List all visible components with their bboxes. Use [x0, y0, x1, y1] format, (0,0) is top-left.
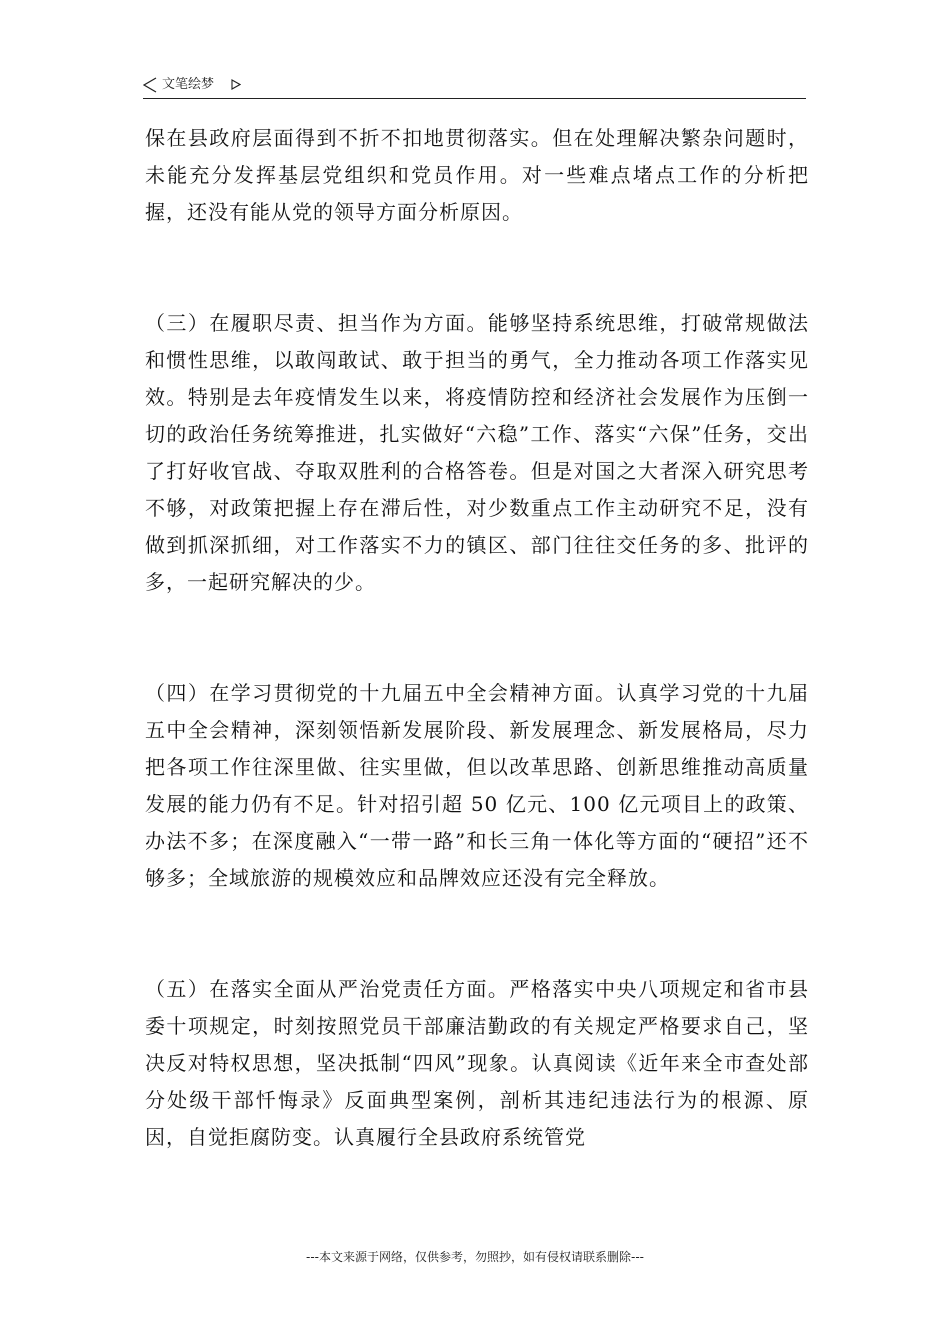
page-footer-disclaimer: ---本文来源于网络，仅供参考，勿照抄，如有侵权请联系删除---: [306, 1250, 644, 1264]
paragraph-section-4: （四）在学习贯彻党的十九届五中全会精神方面。认真学习党的十九届五中全会精神，深刻领悟新发展阶段、新发展理念、新发展格局，尽力把各项工作往深里做、往实里做，但以改革思路、创新思维推动高质量发展的能力仍有不足。针对招引超 50 亿元、100 亿元项目上的政策、办法不多；在深度融入“一带一路”和长三角一体化等方面的“硬招”还不够多；全域旅游的规模效应和品牌效应还没有完全释放。: [145, 681, 809, 890]
forward-triangle-icon: [231, 79, 241, 90]
paragraph-continuation: 保在县政府层面得到不折不扣地贯彻落实。但在处理解决繁杂问题时，未能充分发挥基层党组织和党员作用。对一些难点堵点工作的分析把握，还没有能从党的领导方面分析原因。: [145, 126, 809, 224]
back-triangle-icon: [143, 77, 157, 93]
header-title: 文笔绘梦: [162, 77, 215, 92]
paragraph-section-5: （五）在落实全面从严治党责任方面。严格落实中央八项规定和省市县委十项规定，时刻按照党员干部廉洁勤政的有关规定严格要求自己，坚决反对特权思想，坚决抵制“四风”现象。认真阅读《近年来全市查处部分处级干部忏悔录》反面典型案例，剖析其违纪违法行为的根源、原因，自觉拒腐防变。认真履行全县政府系统管党: [145, 977, 809, 1149]
paragraph-section-3: （三）在履职尽责、担当作为方面。能够坚持系统思维，打破常规做法和惯性思维，以敢闯敢试、敢于担当的勇气，全力推动各项工作落实见效。特别是去年疫情发生以来，将疫情防控和经济社会发展作为压倒一切的政治任务统筹推进，扎实做好“六稳”工作、落实“六保”任务，交出了打好收官战、夺取双胜利的合格答卷。但是对国之大者深入研究思考不够，对政策把握上存在滞后性，对少数重点工作主动研究不足，没有做到抓深抓细，对工作落实不力的镇区、部门往往交任务的多、批评的多，一起研究解决的少。: [145, 311, 809, 594]
document-body: [145, 120, 809, 1156]
page-header: [143, 74, 806, 99]
